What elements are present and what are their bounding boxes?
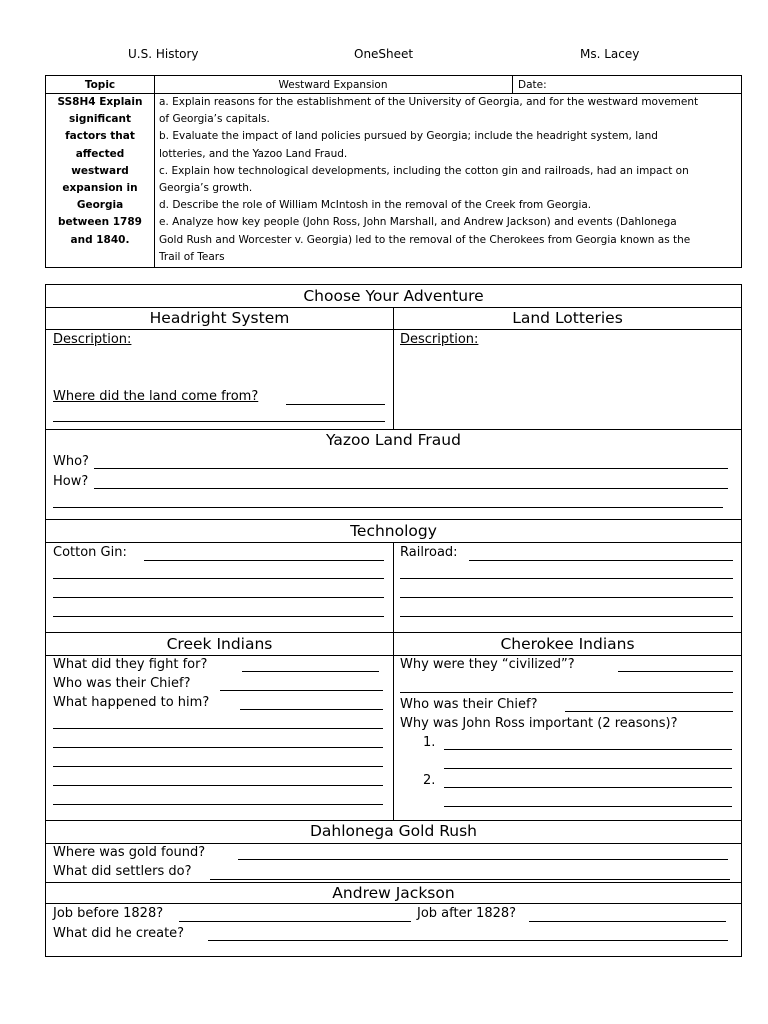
jackson-title: Andrew Jackson	[332, 884, 455, 902]
railroad-line[interactable]	[469, 560, 733, 561]
creek-answer-line[interactable]	[242, 671, 379, 672]
settlers-answer-line[interactable]	[210, 879, 730, 880]
topic-label: Topic	[84, 79, 116, 91]
cotton-gin-line[interactable]	[53, 597, 384, 598]
lotteries-description-label: Description:	[400, 332, 479, 347]
yazoo-how-label: How?	[53, 474, 89, 489]
lotteries-title: Land Lotteries	[512, 309, 623, 327]
headright-answer-line[interactable]	[286, 404, 385, 405]
railroad-line[interactable]	[400, 578, 733, 579]
cherokee-reason-number: 2.	[423, 773, 436, 788]
cherokee-answer-line[interactable]	[565, 711, 733, 712]
gold-answer-line[interactable]	[238, 859, 728, 860]
standard-code: SS8H4 Explain significant factors that affected westward expansion in Georgia between 1789 and 1840.	[57, 96, 143, 246]
yazoo-answer-line[interactable]	[53, 507, 723, 508]
creek-fight-question: What did they fight for?	[53, 657, 208, 672]
cotton-gin-label: Cotton Gin:	[53, 545, 127, 560]
creek-answer-line[interactable]	[53, 747, 383, 748]
creek-answer-line[interactable]	[53, 804, 383, 805]
settlers-question: What did settlers do?	[53, 864, 192, 879]
railroad-line[interactable]	[400, 597, 733, 598]
railroad-line[interactable]	[400, 616, 733, 617]
worksheet-title: Choose Your Adventure	[303, 287, 484, 305]
yazoo-who-label: Who?	[53, 454, 89, 469]
gold-location-question: Where was gold found?	[53, 845, 206, 860]
yazoo-how-line[interactable]	[94, 488, 728, 489]
job-after-line[interactable]	[529, 921, 726, 922]
cotton-gin-line[interactable]	[53, 616, 384, 617]
cherokee-answer-line[interactable]	[618, 671, 733, 672]
creek-answer-line[interactable]	[53, 766, 383, 767]
railroad-label: Railroad:	[400, 545, 458, 560]
topic-title: Westward Expansion	[278, 79, 388, 91]
cherokee-reason-line[interactable]	[444, 787, 732, 788]
sheet-name: OneSheet	[354, 47, 414, 61]
cherokee-chief-question: Who was their Chief?	[400, 697, 538, 712]
job-before-line[interactable]	[179, 921, 411, 922]
standard-elements: a. Explain reasons for the establishment of the University of Georgia, and for the westward movement of Georgia’s capitals. b. Evaluate the impact of land policies pursued by Georgia; include the headright system, land lotteries, and the Yazoo Land Fraud. c. Explain how technological developments, including the cotton gin and railroads, had an impact on Georgia’s growth. d. Describe the role of William McIntosh in the removal of the Creek from Georgia. e. Analyze how key people (John Ross, John Marshall, and Andrew Jackson) and events (Dahlonega Gold Rush and Worcester v. Georgia) led to the removal of the Cherokees from Georgia known as the Trail of Tears	[159, 96, 699, 263]
creek-chief-question: Who was their Chief?	[53, 676, 191, 691]
job-before-question: Job before 1828?	[53, 906, 164, 921]
headright-land-source-question: Where did the land come from?	[53, 389, 259, 404]
headright-answer-line[interactable]	[53, 421, 385, 422]
cherokee-answer-line[interactable]	[400, 692, 733, 693]
cotton-gin-line[interactable]	[53, 578, 384, 579]
yazoo-title: Yazoo Land Fraud	[326, 431, 461, 449]
teacher-name: Ms. Lacey	[580, 47, 640, 61]
creek-answer-line[interactable]	[240, 709, 383, 710]
course-name: U.S. History	[128, 47, 199, 61]
cotton-gin-line[interactable]	[144, 560, 384, 561]
cherokee-reason-number: 1.	[423, 735, 436, 750]
creek-title: Creek Indians	[166, 635, 273, 653]
headright-description-label: Description:	[53, 332, 132, 347]
cherokee-reason-line[interactable]	[444, 806, 732, 807]
creek-answer-line[interactable]	[220, 690, 383, 691]
creation-question: What did he create?	[53, 926, 185, 941]
cherokee-reason-line[interactable]	[444, 768, 732, 769]
cherokee-title: Cherokee Indians	[500, 635, 635, 653]
creation-answer-line[interactable]	[208, 940, 728, 941]
date-field[interactable]: Date:	[518, 79, 547, 91]
technology-title: Technology	[350, 522, 437, 540]
cherokee-reason-line[interactable]	[444, 749, 732, 750]
yazoo-who-line[interactable]	[94, 468, 728, 469]
gold-rush-title: Dahlonega Gold Rush	[309, 822, 478, 840]
standards-table	[45, 75, 742, 268]
john-ross-question: Why was John Ross important (2 reasons)?	[400, 716, 678, 731]
cherokee-civilized-question: Why were they “civilized”?	[400, 657, 575, 672]
creek-answer-line[interactable]	[53, 785, 383, 786]
worksheet	[45, 284, 742, 957]
creek-answer-line[interactable]	[53, 728, 383, 729]
job-after-question: Job after 1828?	[417, 906, 517, 921]
creek-fate-question: What happened to him?	[53, 695, 210, 710]
headright-title: Headright System	[149, 309, 290, 327]
